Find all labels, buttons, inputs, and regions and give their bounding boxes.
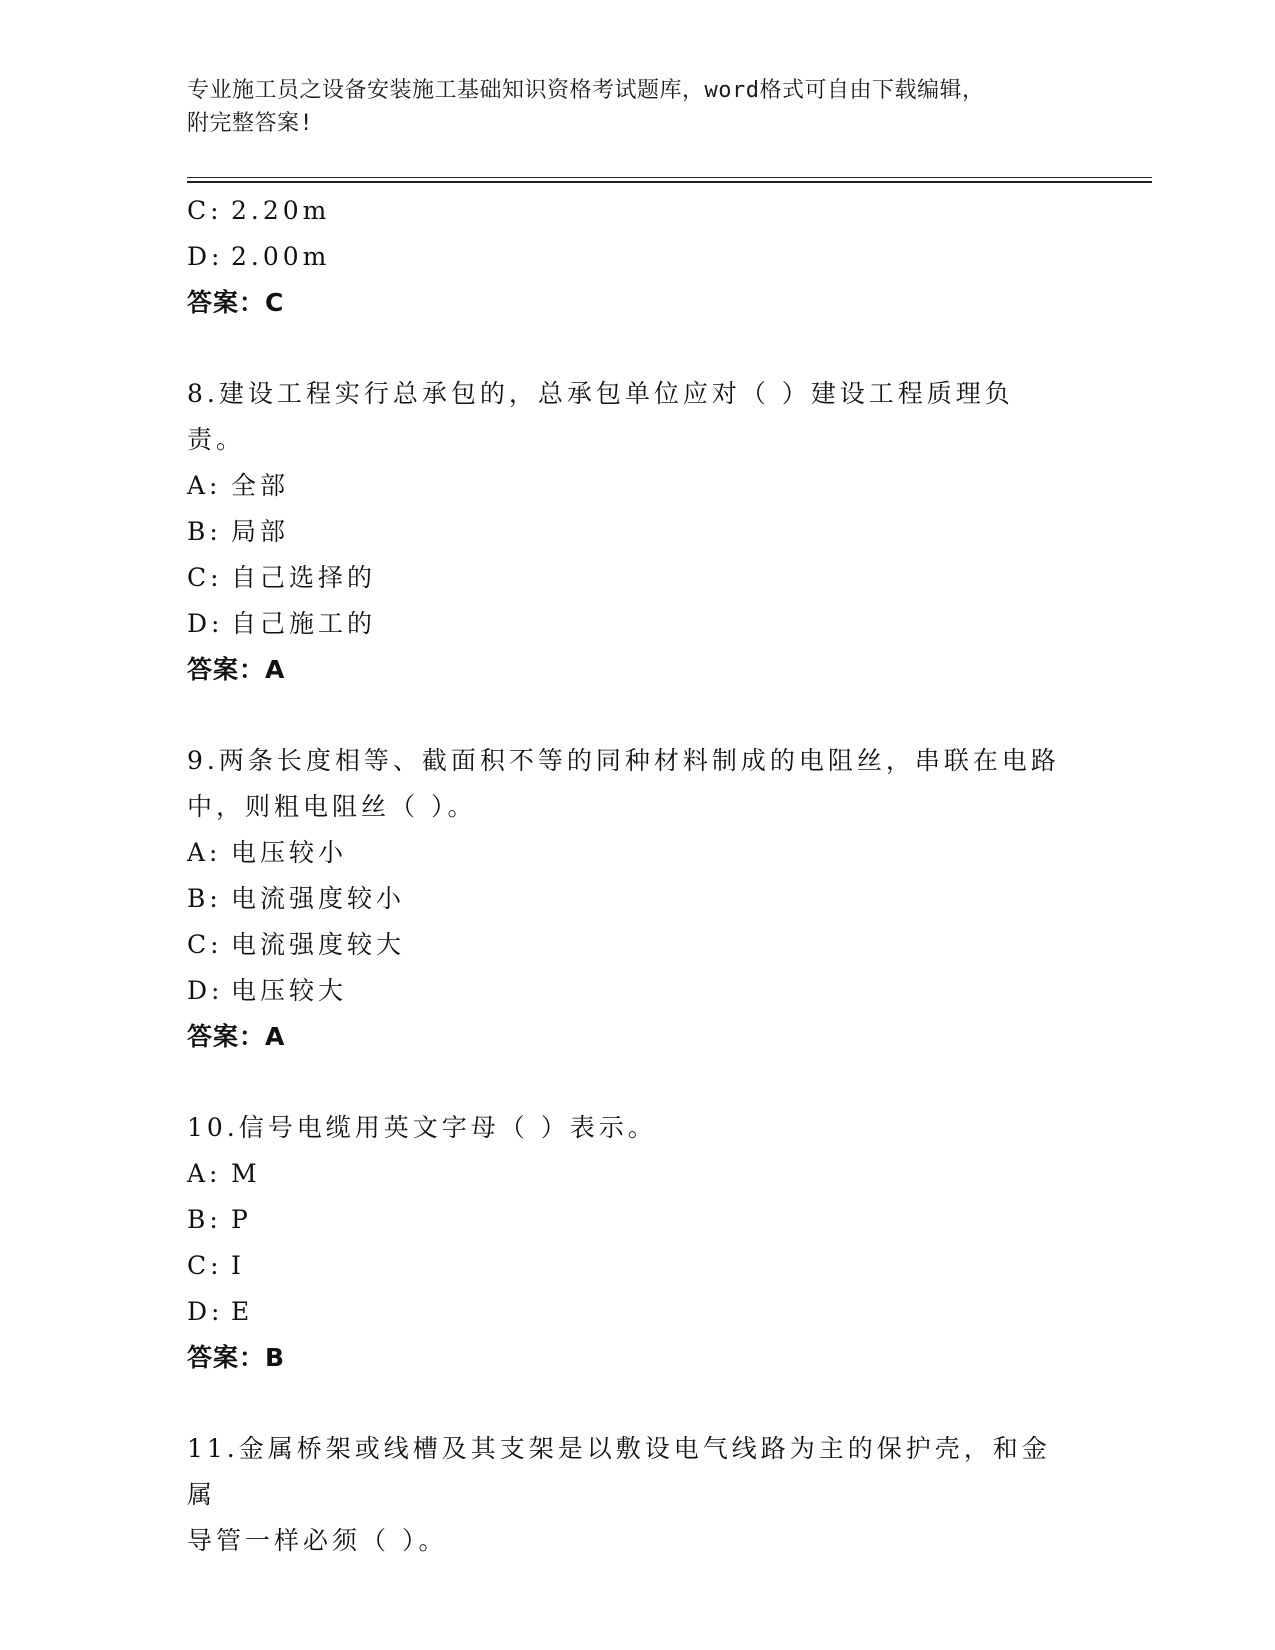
question-text bbox=[187, 371, 1067, 463]
question-stem: 金属桥架或线槽及其支架是以敷设电气线路为主的保护壳，和金属 bbox=[187, 1434, 1051, 1509]
option-label: B: bbox=[187, 884, 222, 913]
option-line bbox=[187, 555, 1152, 601]
answer-line: 答案：A bbox=[187, 1022, 286, 1051]
header-line-2: 附完整答案! bbox=[187, 111, 314, 136]
question-8 bbox=[187, 371, 1152, 693]
answer-line: 答案：A bbox=[187, 655, 286, 684]
option-label: A: bbox=[187, 1159, 222, 1188]
question-number: 9. bbox=[187, 746, 219, 775]
answer-line: 答案：B bbox=[187, 1343, 286, 1372]
prev-question-tail bbox=[187, 188, 1152, 326]
question-number: 11. bbox=[187, 1434, 239, 1463]
option-label: D: bbox=[187, 242, 224, 271]
answer-line: 答案：C bbox=[187, 288, 285, 317]
option-label: C: bbox=[187, 196, 223, 225]
option-label: A: bbox=[187, 838, 222, 867]
option-label: D: bbox=[187, 976, 224, 1005]
option-text: 电压较小 bbox=[231, 838, 348, 867]
question-10 bbox=[187, 1105, 1152, 1381]
option-label: B: bbox=[187, 517, 222, 546]
question-text bbox=[187, 1426, 1067, 1564]
question-stem: 信号电缆用英文字母（ ）表示。 bbox=[238, 1113, 657, 1142]
option-line bbox=[187, 1197, 1152, 1243]
option-text: 2.20m bbox=[231, 196, 331, 225]
header-rule-bottom bbox=[187, 181, 1152, 183]
question-stem: 两条长度相等、截面积不等的同种材料制成的电阻丝，串联在电路 bbox=[218, 746, 1060, 775]
option-line bbox=[187, 1289, 1152, 1335]
option-text: I bbox=[231, 1251, 245, 1280]
option-text: E bbox=[231, 1297, 254, 1326]
question-stem-cont: 导管一样必须（ ）。 bbox=[187, 1526, 448, 1555]
question-9 bbox=[187, 738, 1152, 1060]
option-text: 局部 bbox=[231, 517, 290, 546]
question-number: 8. bbox=[187, 379, 219, 408]
option-line bbox=[187, 463, 1152, 509]
question-stem: 建设工程实行总承包的，总承包单位应对（ ）建设工程质理负责。 bbox=[187, 379, 1014, 454]
option-line bbox=[187, 830, 1152, 876]
option-text: 电流强度较小 bbox=[231, 884, 406, 913]
option-text: 2.00m bbox=[231, 242, 331, 271]
header-rule-top bbox=[187, 177, 1152, 178]
option-label: C: bbox=[187, 1251, 223, 1280]
option-text: 全部 bbox=[231, 471, 290, 500]
option-label: C: bbox=[187, 563, 223, 592]
option-text: M bbox=[231, 1159, 261, 1188]
option-line bbox=[187, 922, 1152, 968]
option-label: D: bbox=[187, 609, 224, 638]
option-text: P bbox=[231, 1205, 252, 1234]
option-text: 自己选择的 bbox=[231, 563, 377, 592]
question-11 bbox=[187, 1426, 1152, 1564]
option-line bbox=[187, 601, 1152, 647]
option-line bbox=[187, 1151, 1152, 1197]
option-line bbox=[187, 968, 1152, 1014]
option-line bbox=[187, 188, 1152, 234]
option-label: D: bbox=[187, 1297, 224, 1326]
question-stem-cont: 中，则粗电阻丝（ ）。 bbox=[187, 792, 477, 821]
option-label: C: bbox=[187, 930, 223, 959]
option-label: A: bbox=[187, 471, 222, 500]
document-header bbox=[187, 74, 1067, 140]
option-text: 电流强度较大 bbox=[231, 930, 406, 959]
option-line bbox=[187, 1243, 1152, 1289]
option-text: 电压较大 bbox=[231, 976, 348, 1005]
option-text: 自己施工的 bbox=[231, 609, 377, 638]
question-list bbox=[187, 188, 1152, 1564]
option-label: B: bbox=[187, 1205, 222, 1234]
question-number: 10. bbox=[187, 1113, 239, 1142]
option-line bbox=[187, 234, 1152, 280]
question-text bbox=[187, 1105, 1067, 1151]
question-text bbox=[187, 738, 1067, 830]
option-line bbox=[187, 509, 1152, 555]
header-line-1: 专业施工员之设备安装施工基础知识资格考试题库，word格式可自由下载编辑， bbox=[187, 78, 985, 103]
option-line bbox=[187, 876, 1152, 922]
